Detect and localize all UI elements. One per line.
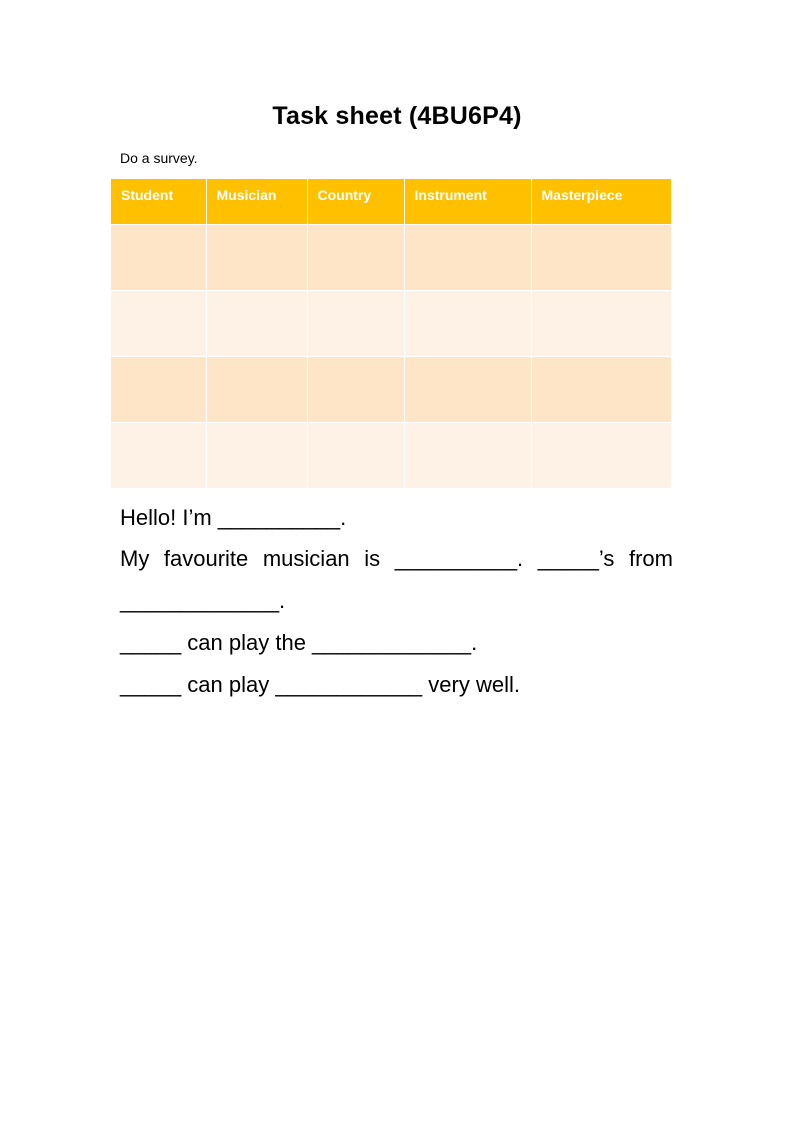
page-title: Task sheet (4BU6P4) <box>272 102 522 130</box>
table-cell[interactable] <box>206 290 307 356</box>
table-cell[interactable] <box>531 224 671 290</box>
header-instrument: Instrument <box>404 179 531 224</box>
table-cell[interactable] <box>404 290 531 356</box>
table-cell[interactable] <box>404 356 531 422</box>
table-cell[interactable] <box>206 224 307 290</box>
table-cell[interactable] <box>307 422 404 488</box>
table-row <box>111 290 671 356</box>
table-cell[interactable] <box>531 356 671 422</box>
sentence-greeting <box>120 497 673 539</box>
table-cell[interactable] <box>531 422 671 488</box>
table-cell[interactable] <box>307 224 404 290</box>
header-country: Country <box>307 179 404 224</box>
table-cell[interactable] <box>111 290 206 356</box>
table-row <box>111 224 671 290</box>
header-student: Student <box>111 179 206 224</box>
sentence-greeting-text: Hello! I’m __________. <box>120 505 347 530</box>
sentence-can-play-the-text: _____ can play the _____________. <box>120 630 478 655</box>
table-header-row <box>111 179 671 224</box>
sentence-play-very-well-text: _____ can play ____________ very well. <box>120 672 520 697</box>
sentence-favourite-musician <box>120 538 673 622</box>
sentence-play-very-well <box>120 664 673 706</box>
table-cell[interactable] <box>111 422 206 488</box>
instruction-text: Do a survey. <box>120 150 198 166</box>
sentence-favourite-musician-text: My favourite musician is __________. _____’s from _____________. <box>120 546 673 613</box>
table-cell[interactable] <box>307 290 404 356</box>
survey-table <box>111 179 671 488</box>
table-cell[interactable] <box>111 356 206 422</box>
table-cell[interactable] <box>307 356 404 422</box>
table-cell[interactable] <box>206 422 307 488</box>
table-cell[interactable] <box>206 356 307 422</box>
table-cell[interactable] <box>404 422 531 488</box>
table-cell[interactable] <box>531 290 671 356</box>
sentence-can-play-the <box>120 622 673 664</box>
table-cell[interactable] <box>404 224 531 290</box>
table-row <box>111 356 671 422</box>
header-masterpiece: Masterpiece <box>531 179 671 224</box>
table-cell[interactable] <box>111 224 206 290</box>
header-musician: Musician <box>206 179 307 224</box>
table-row <box>111 422 671 488</box>
